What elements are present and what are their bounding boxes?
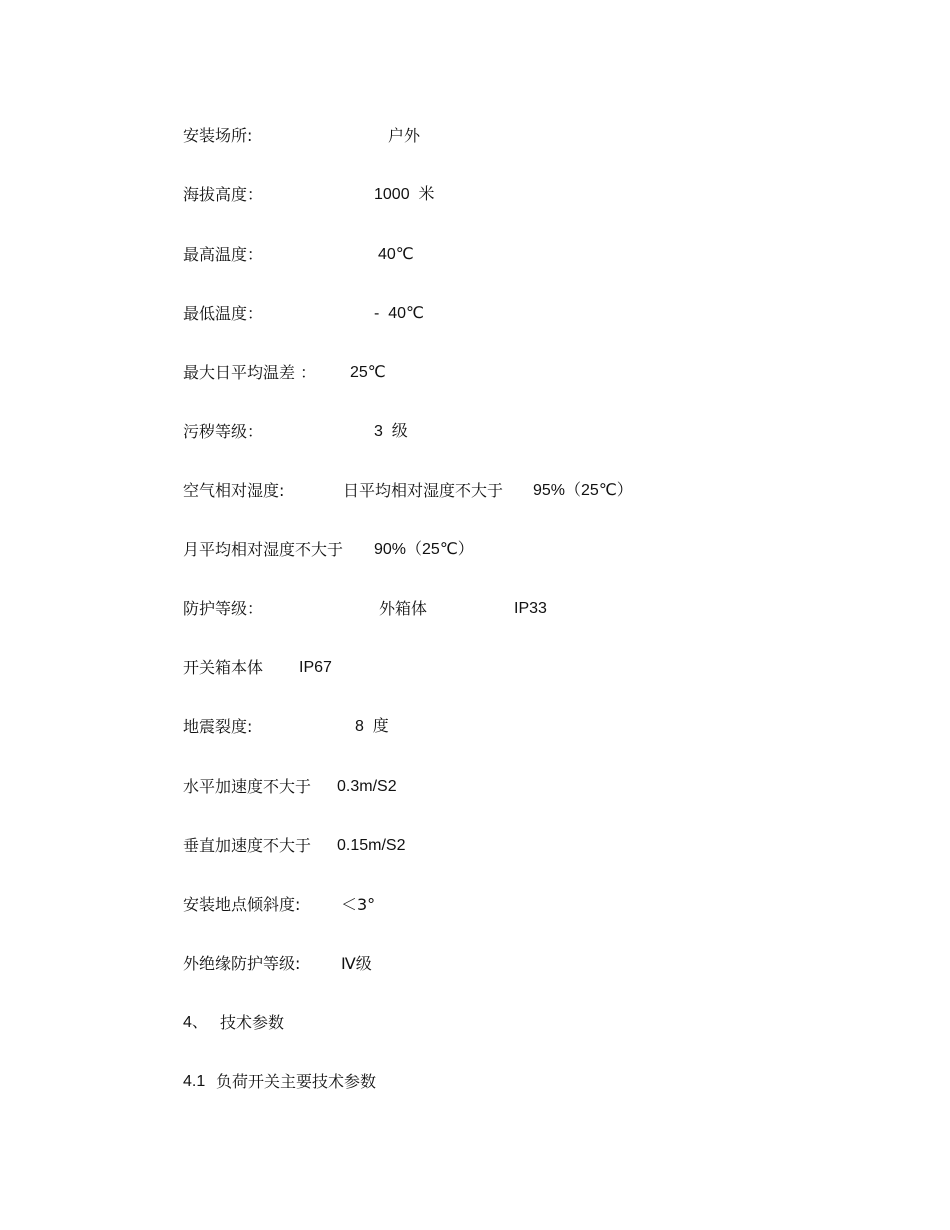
spec-label: 最高温度： — [183, 245, 264, 264]
spec-row-protection-level — [0, 597, 950, 621]
subsection-heading — [0, 1070, 950, 1094]
section-title: 技术参数 — [220, 1013, 285, 1032]
spec-value: 1000 米 — [374, 186, 435, 203]
spec-value: IP67 — [299, 659, 332, 676]
spec-value: ＜3° — [341, 895, 376, 914]
spec-value: 0.15m/S2 — [337, 837, 406, 854]
spec-row-air-humidity — [0, 479, 950, 503]
section-number: 4、 — [183, 1014, 208, 1031]
subsection-number: 4.1 — [183, 1073, 206, 1090]
spec-value: 户外 — [388, 126, 421, 145]
spec-extra-value: IP33 — [514, 600, 547, 617]
section-heading — [0, 1011, 950, 1035]
spec-value: - 40℃ — [374, 305, 424, 322]
spec-value: 外箱体 — [379, 599, 428, 618]
spec-value: 8 度 — [355, 718, 389, 735]
spec-label: 安装场所: — [183, 126, 253, 145]
spec-row-temp-difference — [0, 361, 950, 385]
spec-row-min-temp — [0, 302, 950, 326]
spec-row-pollution-level — [0, 420, 950, 444]
spec-row-altitude — [0, 183, 950, 207]
spec-label: 水平加速度不大于 — [183, 777, 312, 796]
spec-label: 垂直加速度不大于 — [183, 836, 312, 855]
spec-value: 日平均相对湿度不大于 — [343, 481, 504, 500]
spec-label: 空气相对湿度: — [183, 481, 285, 500]
spec-row-vertical-acceleration — [0, 834, 950, 858]
spec-value: 0.3m/S2 — [337, 778, 397, 795]
spec-row-insulation-protection — [0, 952, 950, 976]
spec-row-max-temp — [0, 243, 950, 267]
spec-label: 最大日平均温差 ： — [183, 363, 317, 382]
spec-extra-value: 95%（25℃） — [533, 482, 633, 499]
spec-label: 安装地点倾斜度: — [183, 895, 301, 914]
spec-label: 外绝缘防护等级: — [183, 954, 301, 973]
spec-value: Ⅳ级 — [341, 954, 372, 973]
subsection-title: 负荷开关主要技术参数 — [216, 1072, 377, 1091]
spec-label: 地震裂度: — [183, 717, 253, 736]
spec-row-install-inclination — [0, 893, 950, 917]
spec-row-seismic-intensity — [0, 715, 950, 739]
spec-label: 污秽等级： — [183, 422, 264, 441]
spec-label: 海拔高度： — [183, 185, 264, 204]
spec-row-switchbox-body — [0, 656, 950, 680]
spec-value: 3 级 — [374, 423, 408, 440]
spec-label: 开关箱本体 — [183, 658, 264, 677]
spec-label: 最低温度： — [183, 304, 264, 323]
spec-label: 防护等级： — [183, 599, 264, 618]
spec-label: 月平均相对湿度不大于 — [183, 540, 344, 559]
spec-value: 25℃ — [350, 364, 386, 381]
spec-row-install-location — [0, 124, 950, 148]
spec-value: 90%（25℃） — [374, 541, 474, 558]
spec-value: 40℃ — [378, 246, 414, 263]
spec-row-horizontal-acceleration — [0, 775, 950, 799]
spec-row-monthly-humidity — [0, 538, 950, 562]
